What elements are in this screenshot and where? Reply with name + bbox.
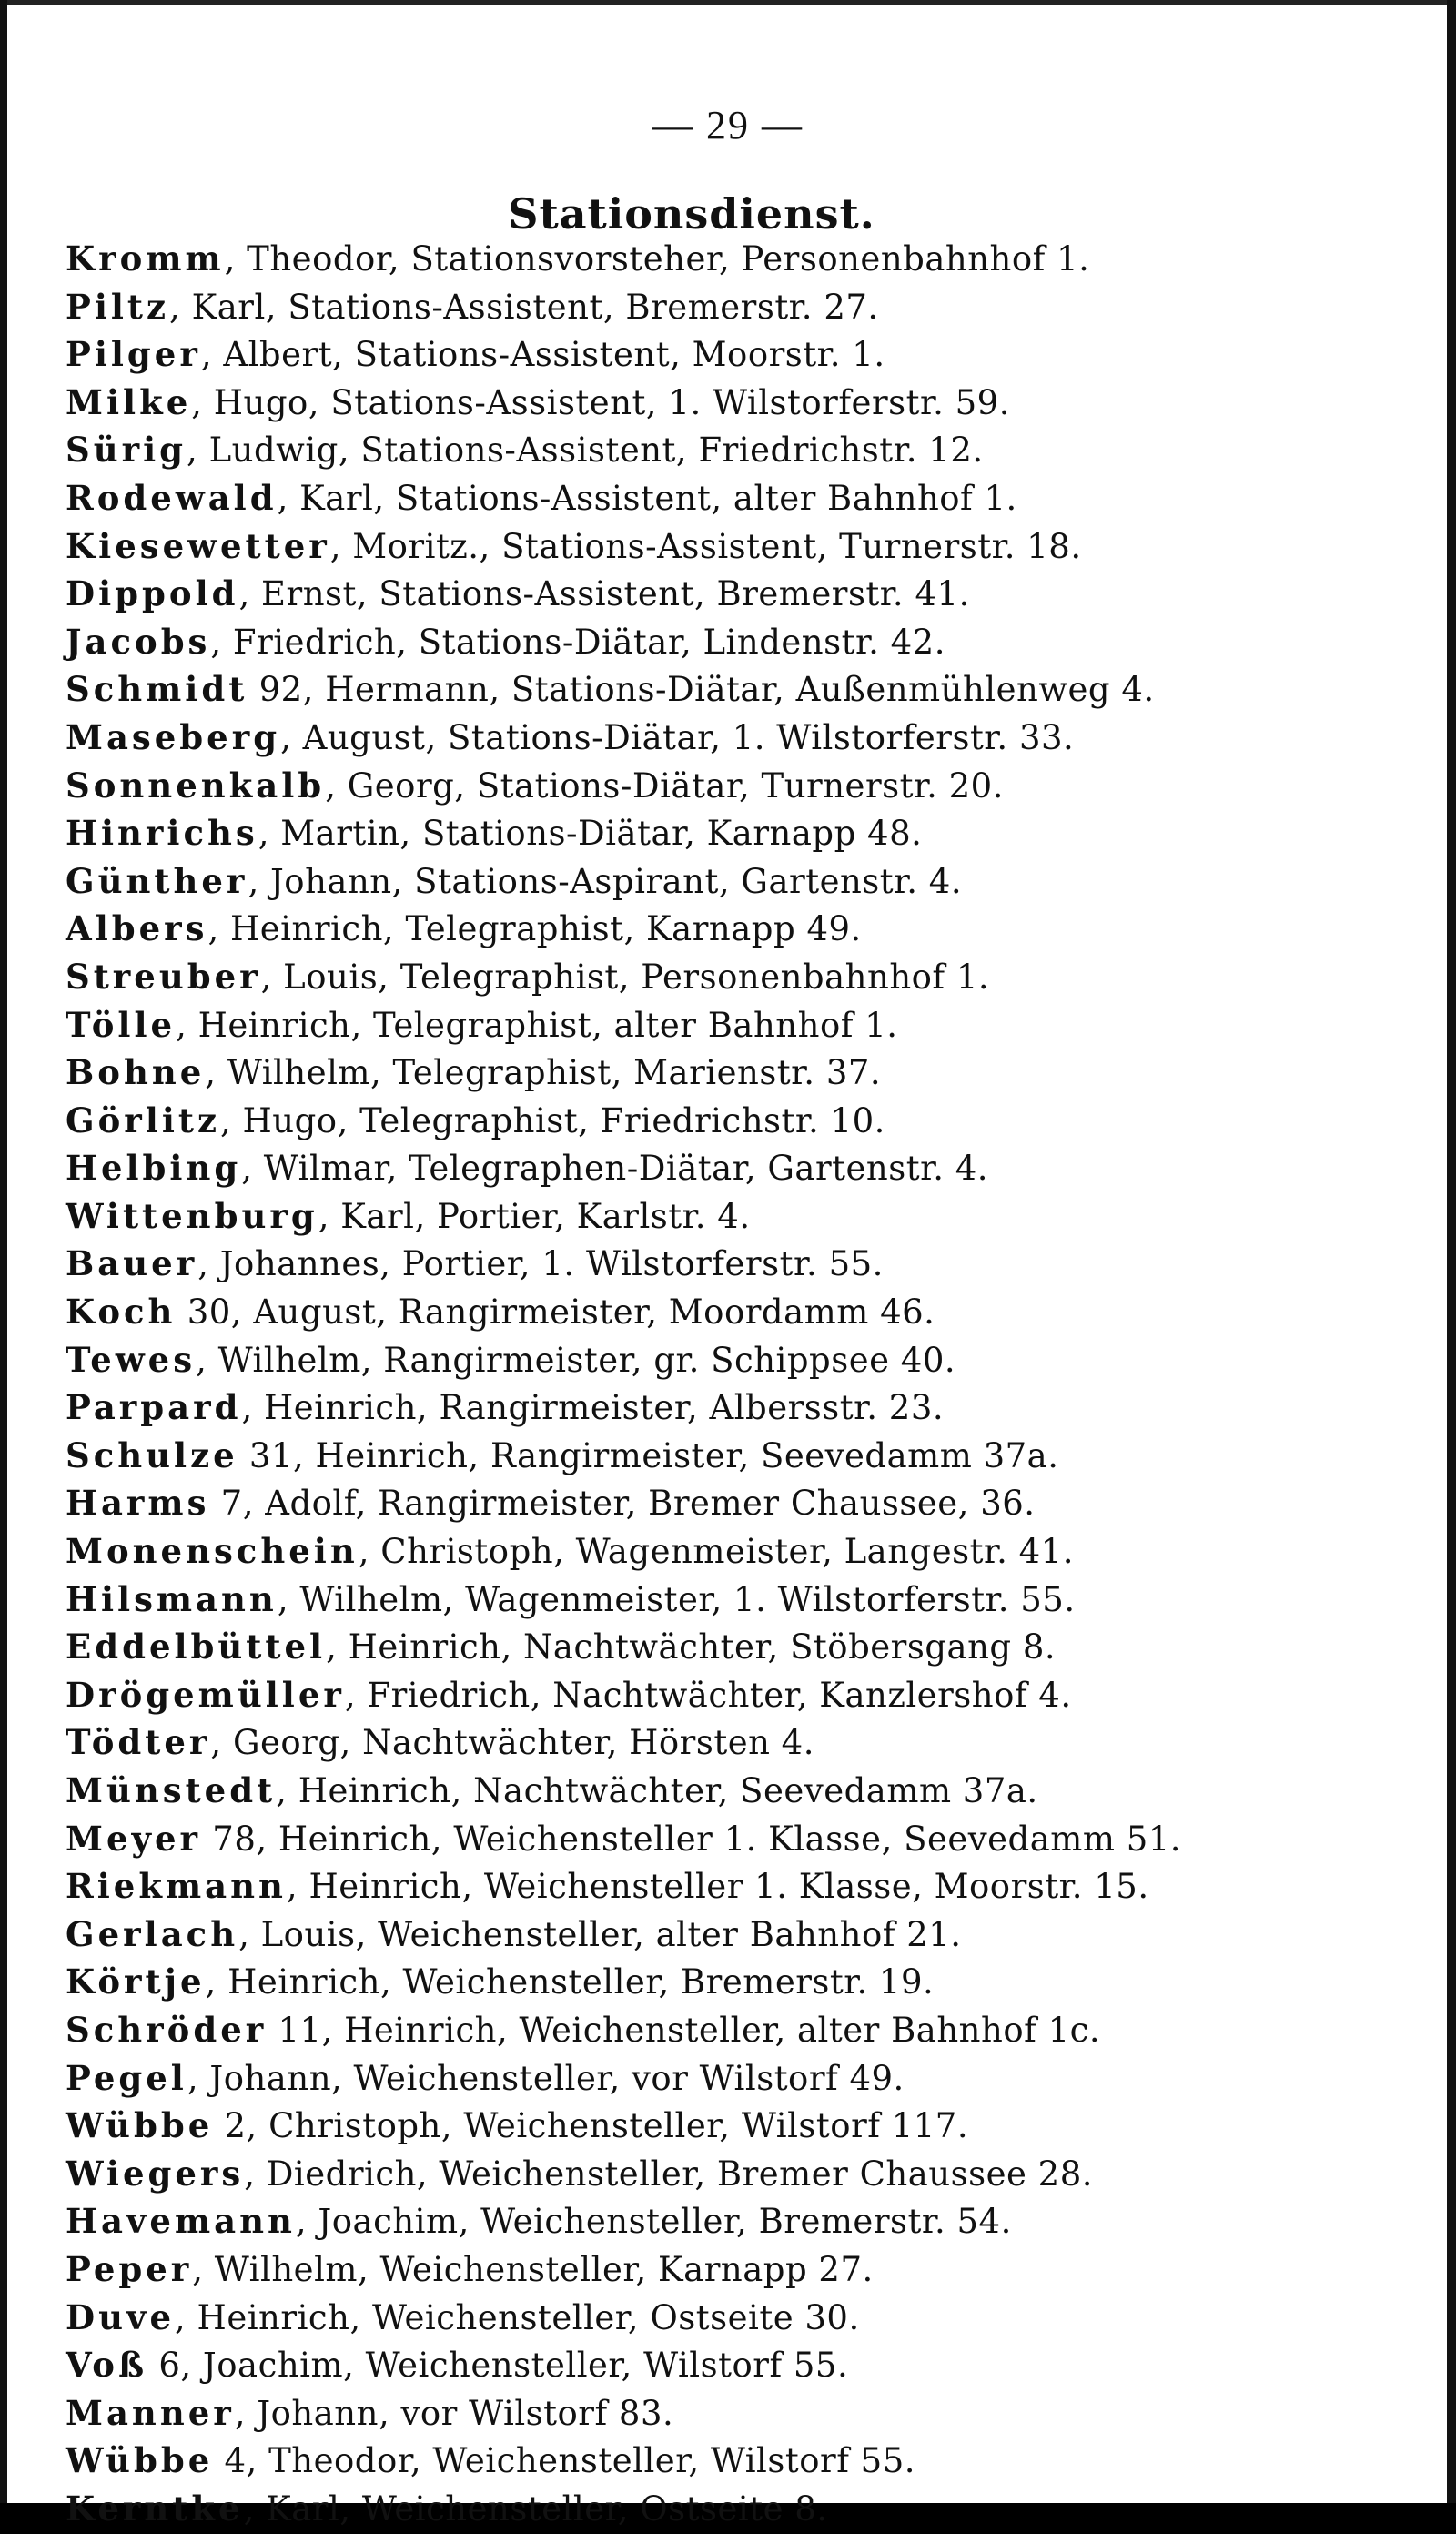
entry-details: , Heinrich, Weichensteller 1. Klasse, Moorstr. 15. [286, 1867, 1149, 1907]
list-item [66, 809, 1431, 857]
list-item [66, 905, 1431, 953]
list-item [66, 570, 1431, 618]
entry-surname: Pilger [66, 334, 201, 375]
entry-details: , Martin, Stations-Diätar, Karnapp 48. [258, 814, 923, 854]
entry-surname: Helbing [66, 1148, 242, 1189]
entry-surname: Pegel [66, 2057, 187, 2098]
entry-surname: Rodewald [66, 477, 278, 518]
entry-surname: Harms [66, 1483, 210, 1524]
entry-surname: Schröder [66, 2009, 268, 2050]
list-item [66, 1049, 1431, 1097]
entry-details: , Diedrich, Weichensteller, Bremer Chaussee 28. [244, 2154, 1094, 2194]
entry-details: , August, Stations-Diätar, 1. Wilstorferstr. 33. [280, 717, 1075, 757]
entry-details: , Wilmar, Telegraphen-Diätar, Gartenstr. 4. [241, 1149, 989, 1189]
entry-details: , Heinrich, Nachtwächter, Stöbersgang 8. [326, 1627, 1057, 1667]
entry-details: , Theodor, Stationsvorsteher, Personenbahnhof 1. [224, 239, 1090, 279]
list-item [66, 1527, 1431, 1576]
list-item [66, 1815, 1431, 1863]
entry-details: , Heinrich, Rangirmeister, Albersstr. 23. [241, 1388, 945, 1428]
entry-surname: Duve [66, 2296, 176, 2337]
entry-details: , Ludwig, Stations-Assistent, Friedrichstr. 12. [187, 431, 984, 471]
entry-surname: Tewes [66, 1339, 197, 1380]
entry-surname: Kerntke [66, 2488, 244, 2529]
entry-surname: Milke [66, 381, 192, 422]
entry-surname: Tölle [66, 1004, 177, 1045]
list-item [66, 1479, 1431, 1527]
list-item [66, 474, 1431, 522]
entry-details: , Friedrich, Stations-Diätar, Lindenstr. 42. [210, 622, 945, 662]
list-item [66, 2150, 1431, 2198]
entry-surname: Wittenburg [66, 1195, 318, 1236]
entry-details: , Heinrich, Telegraphist, alter Bahnhof 1. [176, 1005, 898, 1045]
entry-details: , Wilhelm, Rangirmeister, gr. Schippsee 40. [196, 1340, 956, 1380]
entry-surname: Kromm [66, 238, 225, 279]
entry-surname: Schmidt [66, 669, 248, 710]
list-item [66, 522, 1431, 571]
entry-details: , Heinrich, Telegraphist, Karnapp 49. [207, 909, 862, 949]
list-item [66, 2389, 1431, 2438]
list-item [66, 235, 1431, 283]
entry-details: , Wilhelm, Wagenmeister, 1. Wilstorferstr. 55. [277, 1579, 1076, 1619]
list-item [66, 1336, 1431, 1384]
entry-surname: Hilsmann [66, 1578, 278, 1619]
entry-details: , Johannes, Portier, 1. Wilstorferstr. 55. [197, 1244, 884, 1284]
entry-surname: Wiegers [66, 2153, 245, 2194]
entry-surname: Albers [66, 908, 208, 949]
list-item [66, 2054, 1431, 2103]
entry-surname: Kiesewetter [66, 525, 330, 566]
entry-surname: Tödter [66, 1722, 211, 1763]
entry-details: , Heinrich, Nachtwächter, Seevedamm 37a. [276, 1771, 1038, 1810]
entry-surname: Piltz [66, 286, 170, 327]
entry-details: , Louis, Telegraphist, Personenbahnhof 1. [260, 957, 990, 997]
list-item [66, 857, 1431, 906]
entry-details: , Friedrich, Nachtwächter, Kanzlershof 4. [344, 1675, 1072, 1715]
list-item [66, 1240, 1431, 1288]
entry-surname: Havemann [66, 2201, 296, 2242]
list-item [66, 426, 1431, 474]
list-item [66, 1192, 1431, 1241]
entry-details: 30, August, Rangirmeister, Moordamm 46. [176, 1292, 935, 1333]
list-item [66, 714, 1431, 762]
entry-surname: Meyer [66, 1818, 202, 1859]
entry-surname: Peper [66, 2248, 193, 2289]
list-item [66, 330, 1431, 379]
entry-surname: Sonnenkalb [66, 765, 326, 806]
entry-surname: Münstedt [66, 1770, 277, 1810]
list-item [66, 1144, 1431, 1192]
entry-surname: Streuber [66, 956, 261, 997]
entry-surname: Eddelbüttel [66, 1627, 327, 1667]
entry-surname: Monenschein [66, 1531, 359, 1572]
entry-details: , Johann, vor Wilstorf 83. [234, 2393, 674, 2433]
entry-surname: Riekmann [66, 1866, 287, 1907]
entry-surname: Drögemüller [66, 1674, 345, 1715]
entry-details: 11, Heinrich, Weichensteller, alter Bahnhof 1c. [267, 2010, 1101, 2050]
page-number: — 29 — [652, 103, 804, 147]
entry-surname: Wübbe [66, 2105, 214, 2146]
staff-list [66, 235, 1431, 2533]
list-item [66, 2197, 1431, 2245]
entry-surname: Hinrichs [66, 813, 258, 854]
entry-details: , Ernst, Stations-Assistent, Bremerstr. 41. [238, 574, 970, 614]
entry-surname: Jacobs [66, 621, 211, 662]
page-edge-left [0, 0, 7, 2503]
list-item [66, 283, 1431, 331]
entry-details: , Wilhelm, Telegraphist, Marienstr. 37. [205, 1053, 882, 1093]
entry-surname: Gerlach [66, 1913, 239, 1954]
list-item [66, 665, 1431, 714]
list-item [66, 2341, 1431, 2389]
entry-details: , Karl, Portier, Karlstr. 4. [318, 1196, 751, 1236]
entry-details: 78, Heinrich, Weichensteller 1. Klasse, Seevedamm 51. [201, 1819, 1182, 1859]
page-edge-right [1447, 0, 1456, 2503]
entry-surname: Wübbe [66, 2440, 214, 2481]
entry-details: , Heinrich, Weichensteller, Ostseite 30. [175, 2297, 860, 2337]
list-item [66, 1623, 1431, 1671]
list-item [66, 2294, 1431, 2342]
entry-surname: Koch [66, 1292, 177, 1333]
entry-surname: Parpard [66, 1387, 242, 1428]
entry-details: , Karl, Stations-Assistent, alter Bahnhof 1. [277, 478, 1017, 518]
entry-surname: Schulze [66, 1434, 238, 1475]
entry-details: 6, Joachim, Weichensteller, Wilstorf 55. [147, 2346, 849, 2386]
list-item [66, 2245, 1431, 2294]
entry-details: , Joachim, Weichensteller, Bremerstr. 54. [295, 2202, 1012, 2242]
list-item [66, 1718, 1431, 1767]
entry-details: , Louis, Weichensteller, alter Bahnhof 21. [238, 1914, 962, 1954]
entry-details: 4, Theodor, Weichensteller, Wilstorf 55. [213, 2441, 916, 2481]
list-item [66, 1958, 1431, 2006]
entry-details: , Wilhelm, Weichensteller, Karnapp 27. [192, 2249, 874, 2289]
entry-surname: Görlitz [66, 1100, 220, 1140]
entry-details: 31, Heinrich, Rangirmeister, Seevedamm 37a. [238, 1435, 1059, 1475]
entry-details: , Georg, Nachtwächter, Hörsten 4. [210, 1723, 814, 1763]
entry-details: , Heinrich, Weichensteller, Bremerstr. 19. [205, 1962, 935, 2002]
entry-details: , Moritz., Stations-Assistent, Turnerstr. 18. [329, 526, 1082, 566]
entry-surname: Körtje [66, 1961, 206, 2002]
section-title: Stationsdienst. [508, 189, 875, 238]
entry-details: , Johann, Stations-Aspirant, Gartenstr. 4. [248, 861, 963, 901]
list-item [66, 2102, 1431, 2150]
entry-details: 2, Christoph, Weichensteller, Wilstorf 117. [213, 2106, 969, 2146]
list-item [66, 762, 1431, 810]
list-item [66, 953, 1431, 1001]
list-item [66, 1862, 1431, 1911]
entry-surname: Bauer [66, 1243, 198, 1284]
list-item [66, 618, 1431, 666]
entry-surname: Manner [66, 2392, 235, 2433]
entry-surname: Voß [66, 2345, 148, 2386]
entry-details: 92, Hermann, Stations-Diätar, Außenmühlenweg 4. [248, 670, 1155, 710]
entry-details: , Karl, Weichensteller, Ostseite 8. [243, 2488, 828, 2529]
entry-details: , Hugo, Telegraphist, Friedrichstr. 10. [219, 1100, 885, 1140]
list-item [66, 1911, 1431, 1959]
list-item [66, 2437, 1431, 2485]
entry-surname: Dippold [66, 573, 239, 614]
entry-details: , Karl, Stations-Assistent, Bremerstr. 27. [169, 287, 879, 327]
list-item [66, 2006, 1431, 2054]
entry-surname: Bohne [66, 1052, 206, 1093]
page-edge-top [0, 0, 1456, 5]
list-item [66, 1288, 1431, 1336]
entry-surname: Sürig [66, 430, 187, 471]
entry-surname: Günther [66, 860, 248, 901]
list-item [66, 379, 1431, 427]
list-item [66, 1384, 1431, 1432]
list-item [66, 1432, 1431, 1480]
list-item [66, 1097, 1431, 1145]
list-item [66, 2485, 1431, 2533]
entry-details: , Johann, Weichensteller, vor Wilstorf 49. [187, 2058, 905, 2098]
entry-details: , Georg, Stations-Diätar, Turnerstr. 20. [325, 765, 1004, 806]
entry-details: , Hugo, Stations-Assistent, 1. Wilstorferstr. 59. [191, 382, 1010, 422]
entry-details: , Albert, Stations-Assistent, Moorstr. 1. [200, 335, 885, 375]
list-item [66, 1576, 1431, 1624]
entry-details: , Christoph, Wagenmeister, Langestr. 41. [358, 1532, 1074, 1572]
list-item [66, 1671, 1431, 1719]
entry-details: 7, Adolf, Rangirmeister, Bremer Chaussee, 36. [209, 1484, 1036, 1524]
entry-surname: Maseberg [66, 716, 281, 757]
list-item [66, 1001, 1431, 1049]
list-item [66, 1767, 1431, 1815]
